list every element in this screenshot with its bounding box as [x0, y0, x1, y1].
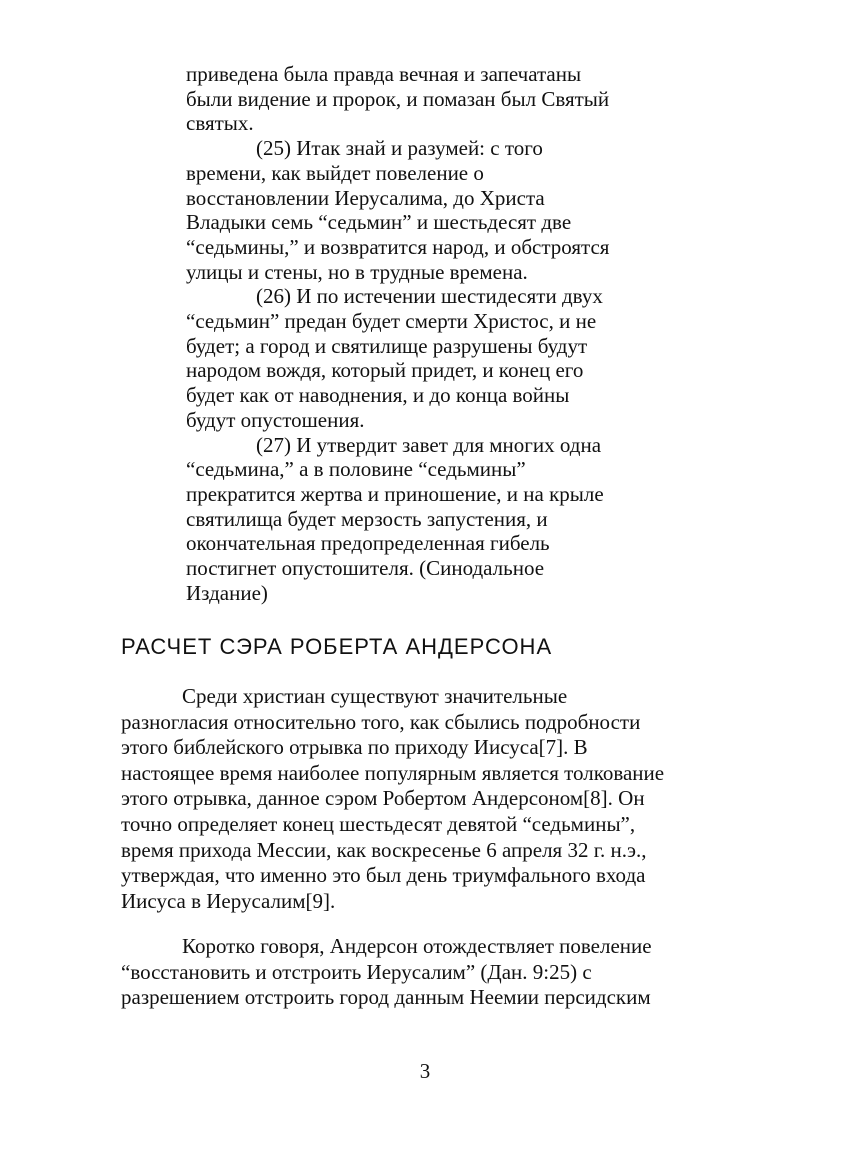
paragraph-line: разрешением отстроить город данным Неемии персидским [121, 985, 651, 1010]
quote-line: прекратится жертва и приношение, и на крыле [186, 481, 604, 506]
quote-line: окончательная предопределенная гибель [186, 531, 550, 556]
quote-line: народом вождя, который придет, и конец его [186, 358, 584, 383]
paragraph-line: разногласия относительно того, как сбылись подробности [121, 709, 641, 734]
quote-line: Издание) [186, 580, 268, 605]
quote-line: будет как от наводнения, и до конца войны [186, 383, 570, 408]
scripture-quote [186, 62, 706, 605]
quote-verse-26-start: (26) И по истечении шестидесяти двух [256, 284, 603, 309]
quote-line: “седьмин” предан будет смерти Христос, и не [186, 309, 597, 334]
paragraph-line: точно определяет конец шестьдесят девятой “седьмины”, [121, 811, 636, 836]
quote-line: “седьмины,” и возвратится народ, и обстроятся [186, 234, 610, 259]
paragraph-line: “восстановить и отстроить Иерусалим” (Дан. 9:25) с [121, 959, 592, 984]
quote-line: Владыки семь “седьмин” и шестьдесят две [186, 210, 572, 235]
quote-line: святилища будет мерзость запустения, и [186, 506, 548, 531]
paragraph-line: этого отрывка, данное сэром Робертом Андерсоном[8]. Он [121, 786, 645, 811]
body-paragraph-2 [121, 934, 652, 1011]
quote-line: будет; а город и святилище разрушены будут [186, 333, 588, 358]
quote-line: улицы и стены, но в трудные времена. [186, 259, 528, 284]
body-paragraph-1 [121, 684, 664, 914]
paragraph-line: время прихода Мессии, как воскресенье 6 апреля 32 г. н.э., [121, 837, 647, 862]
paragraph-line: настоящее время наиболее популярным является толкование [121, 760, 665, 785]
quote-line: святых. [186, 111, 254, 136]
quote-line: времени, как выйдет повеление о [186, 160, 484, 185]
quote-line: постигнет опустошителя. (Синодальное [186, 556, 545, 581]
quote-line: приведена была правда вечная и запечатаны [186, 62, 582, 86]
paragraph-line: Иисуса в Иерусалим[9]. [121, 888, 336, 913]
quote-line: “седьмина,” а в половине “седьмины” [186, 457, 526, 482]
paragraph-line: Коротко говоря, Андерсон отождествляет повеление [182, 934, 652, 958]
paragraph-line: Среди христиан существуют значительные [182, 684, 568, 708]
quote-line: восстановлении Иерусалима, до Христа [186, 185, 545, 210]
quote-verse-25-start: (25) Итак знай и разумей: с того [256, 136, 543, 161]
quote-line: были видение и пророк, и помазан был Святый [186, 86, 610, 111]
page-number: 3 [419, 1059, 431, 1083]
quote-line: будут опустошения. [186, 407, 365, 432]
section-heading: РАСЧЕТ СЭРА РОБЕРТА АНДЕРСОНА [121, 634, 553, 659]
paragraph-line: этого библейского отрывка по приходу Иисуса[7]. В [121, 735, 588, 760]
quote-verse-27-start: (27) И утвердит завет для многих одна [256, 432, 602, 457]
paragraph-line: утверждая, что именно это был день триумфального входа [121, 863, 646, 888]
